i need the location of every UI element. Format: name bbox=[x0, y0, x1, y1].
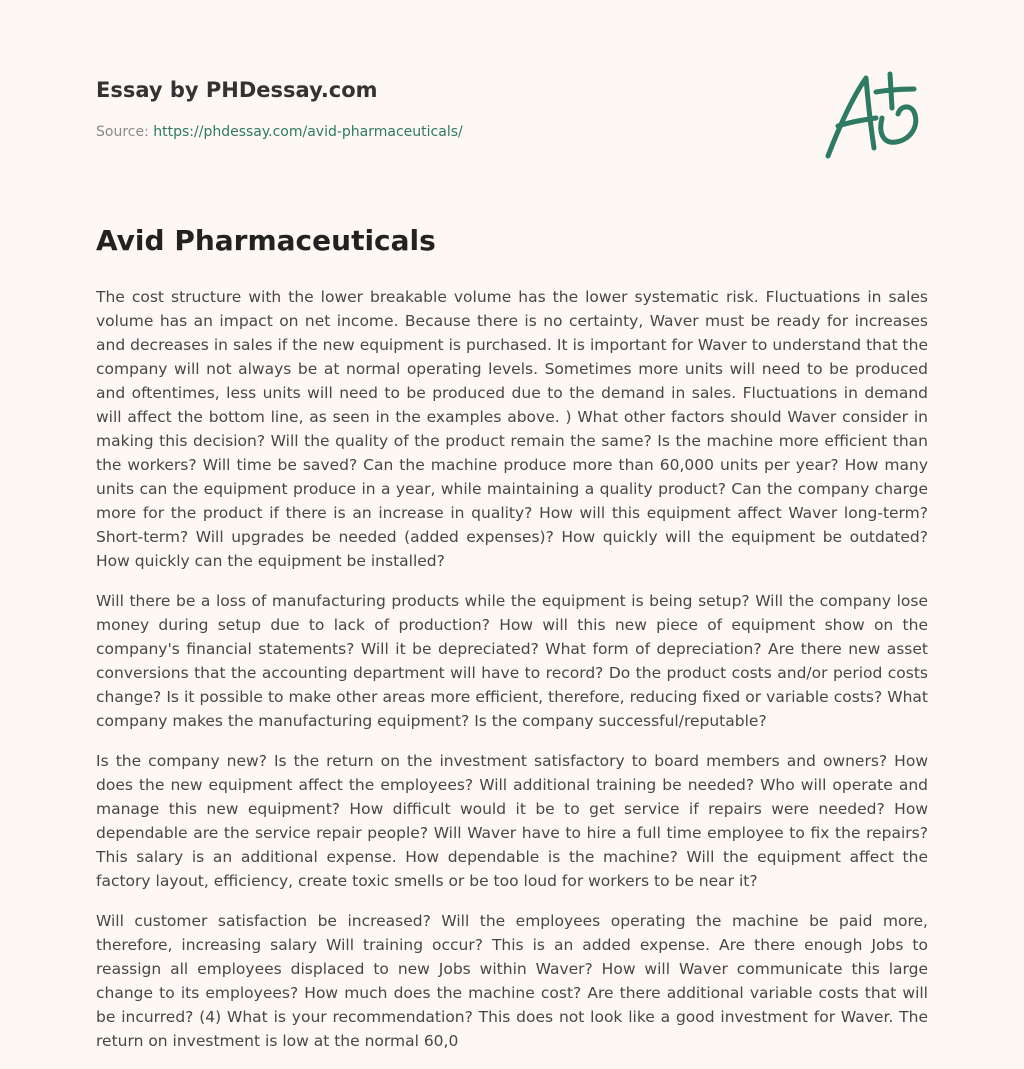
essay-title: Avid Pharmaceuticals bbox=[96, 224, 436, 257]
essay-paragraph: Will there be a loss of manufacturing products while the equipment is being setup? Will the company lose money during setup due to lack of production? How will this new piece of equipment show on the company's financial statements? Will it be depreciated? What form of depreciation? Are there new asset conversions that the accounting department will have to record? Do the product costs and/or period costs change? Is it possible to make other areas more efficient, therefore, reducing fixed or variable costs? What company makes the manufacturing equipment? Is the company successful/reputable? bbox=[96, 592, 928, 730]
a-plus-logo bbox=[824, 68, 928, 164]
source-line bbox=[96, 124, 463, 140]
essay-paragraph: Is the company new? Is the return on the investment satisfactory to board members and owners? How does the new equipment affect the employees? Will additional training be needed? Who will operate and manage this new equipment? How difficult would it be to get service if repairs were needed? How dependable are the service repair people? Will Waver have to hire a full time employee to fix the repairs? This salary is an additional expense. How dependable is the machine? Will the equipment affect the factory layout, efficiency, create toxic smells or be too loud for workers to be near it? bbox=[96, 752, 928, 890]
page-header bbox=[96, 72, 928, 182]
essay-body bbox=[96, 285, 928, 1069]
brand-title: Essay by PHDessay.com bbox=[96, 78, 378, 102]
essay-paragraph: The cost structure with the lower breakable volume has the lower systematic risk. Fluctuations in sales volume has an impact on net income. Because there is no certainty, Waver must be ready for increases and decreases in sales if the new equipment is purchased. It is important for Waver to understand that the company will not always be at normal operating levels. Sometimes more units will need to be produced and oftentimes, less units will need to be produced due to the demand in sales. Fluctuations in demand will affect the bottom line, as seen in the examples above. ) What other factors should Waver consider in making this decision? Will the quality of the product remain the same? Is the machine more efficient than the workers? Will time be saved? Can the machine produce more than 60,000 units per year? How many units can the equipment produce in a year, while maintaining a quality product? Can the company charge more for the product if there is an increase in quality? How will this equipment affect Waver long-term? Short-term? Will upgrades be needed (added expenses)? How quickly will the equipment be outdated? How quickly can the equipment be installed? bbox=[96, 288, 928, 570]
essay-paragraph: Will customer satisfaction be increased? Will the employees operating the machine be paid more, therefore, increasing salary Will training occur? This is an added expense. Are there enough Jobs to reassign all employees displaced to new Jobs within Waver? How will Waver communicate this large change to its employees? How much does the machine cost? Are there additional variable costs that will be incurred? (4) What is your recommendation? This does not look like a good investment for Waver. The return on investment is low at the normal 60,0 bbox=[96, 912, 928, 1050]
source-link[interactable]: https://phdessay.com/avid-pharmaceuticals/ bbox=[153, 124, 463, 140]
source-label: Source: bbox=[96, 124, 154, 140]
